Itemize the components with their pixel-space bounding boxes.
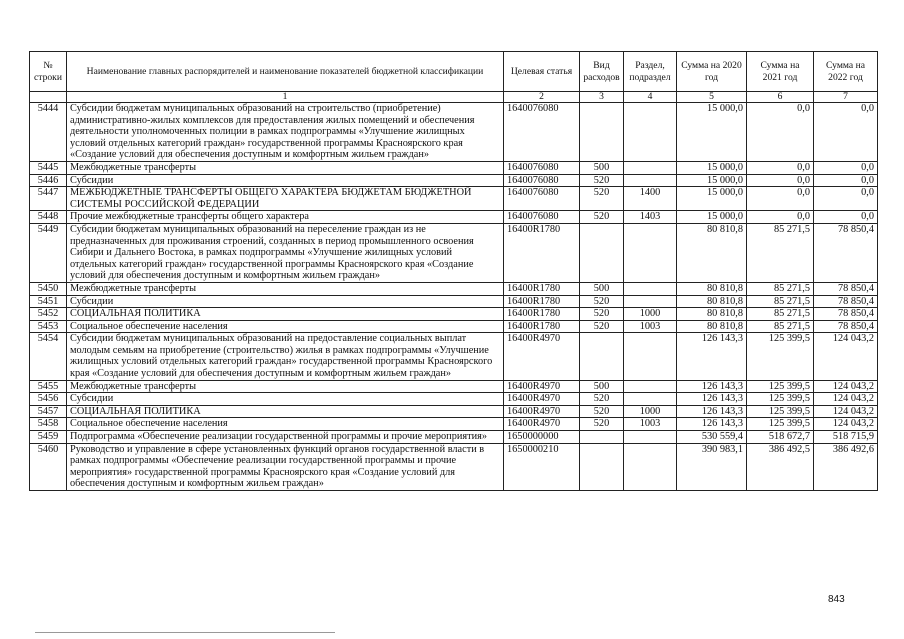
- row-sum-2020: 15 000,0: [677, 103, 747, 162]
- table-row: [30, 380, 878, 393]
- row-section: [624, 161, 677, 174]
- header-2021: Сумма на 2021 год: [747, 52, 814, 92]
- row-sum-2021: 0,0: [747, 174, 814, 187]
- table-row: [30, 320, 878, 333]
- row-expense-type: [580, 431, 624, 444]
- row-section: [624, 103, 677, 162]
- row-expense-type: [580, 103, 624, 162]
- header-row: [30, 52, 878, 92]
- row-number: 5447: [30, 187, 67, 211]
- header-name: Наименование главных распорядителей и наименование показателей бюджетной классификации: [67, 52, 504, 92]
- footer-line: [35, 632, 335, 633]
- row-sum-2022: 124 043,2: [814, 393, 878, 406]
- table-row: [30, 333, 878, 380]
- row-expense-type: 520: [580, 308, 624, 321]
- row-sum-2021: 0,0: [747, 103, 814, 162]
- row-sum-2022: 78 850,4: [814, 282, 878, 295]
- row-target-article: 1640076080: [504, 187, 580, 211]
- row-sum-2022: 124 043,2: [814, 380, 878, 393]
- row-sum-2020: 15 000,0: [677, 174, 747, 187]
- row-number: 5456: [30, 393, 67, 406]
- row-name: Межбюджетные трансферты: [67, 282, 504, 295]
- row-sum-2022: 518 715,9: [814, 431, 878, 444]
- row-sum-2021: 125 399,5: [747, 393, 814, 406]
- row-number: 5453: [30, 320, 67, 333]
- row-sum-2022: 0,0: [814, 174, 878, 187]
- row-target-article: 16400R4970: [504, 405, 580, 418]
- row-expense-type: [580, 223, 624, 282]
- row-sum-2022: 124 043,2: [814, 405, 878, 418]
- row-section: [624, 380, 677, 393]
- row-number: 5455: [30, 380, 67, 393]
- row-expense-type: 500: [580, 161, 624, 174]
- table-row: [30, 418, 878, 431]
- header-2022: Сумма на 2022 год: [814, 52, 878, 92]
- row-target-article: 16400R4970: [504, 418, 580, 431]
- row-section: [624, 443, 677, 490]
- row-expense-type: 520: [580, 295, 624, 308]
- row-name: Руководство и управление в сфере установленных функций органов государственной власти в рамках подпрограммы «Обеспечение реализации государственной программы и прочие мероприятия» государственной программы Красноярского края «Создание условий для обеспечения доступным и комфортным жильем граждан»: [67, 443, 504, 490]
- row-sum-2020: 126 143,3: [677, 380, 747, 393]
- row-target-article: 16400R1780: [504, 308, 580, 321]
- row-name: Субсидии: [67, 295, 504, 308]
- row-number: 5448: [30, 211, 67, 224]
- row-target-article: 1640076080: [504, 161, 580, 174]
- row-sum-2021: 85 271,5: [747, 320, 814, 333]
- row-sum-2021: 125 399,5: [747, 333, 814, 380]
- row-name: Субсидии бюджетам муниципальных образований на предоставление социальных выплат молодым семьям на приобретение (строительство) жилья в рамках подпрограммы «Улучшение жилищных условий отдельных категорий граждан» государственной программы Красноярского края «Создание условий для обеспечения доступным и комфортным жильем граждан»: [67, 333, 504, 380]
- row-number: 5457: [30, 405, 67, 418]
- row-number: 5445: [30, 161, 67, 174]
- row-number: 5446: [30, 174, 67, 187]
- row-section: [624, 282, 677, 295]
- row-name: Межбюджетные трансферты: [67, 380, 504, 393]
- row-sum-2022: 0,0: [814, 161, 878, 174]
- row-expense-type: [580, 333, 624, 380]
- header-section: Раздел, подраздел: [624, 52, 677, 92]
- row-target-article: 1640076080: [504, 211, 580, 224]
- row-section: [624, 223, 677, 282]
- row-name: Субсидии: [67, 174, 504, 187]
- row-section: 1000: [624, 405, 677, 418]
- row-number: 5444: [30, 103, 67, 162]
- row-sum-2022: 0,0: [814, 103, 878, 162]
- row-target-article: 1640076080: [504, 174, 580, 187]
- table-row: [30, 431, 878, 444]
- table-row: [30, 393, 878, 406]
- row-sum-2022: 386 492,6: [814, 443, 878, 490]
- page-number: 843: [828, 594, 845, 605]
- row-target-article: 16400R1780: [504, 295, 580, 308]
- row-expense-type: 520: [580, 187, 624, 211]
- row-target-article: 16400R4970: [504, 333, 580, 380]
- row-sum-2020: 80 810,8: [677, 223, 747, 282]
- row-target-article: 16400R1780: [504, 320, 580, 333]
- row-expense-type: 520: [580, 211, 624, 224]
- row-sum-2021: 85 271,5: [747, 223, 814, 282]
- row-sum-2020: 126 143,3: [677, 393, 747, 406]
- row-number: 5458: [30, 418, 67, 431]
- colnum-7: 7: [814, 92, 878, 103]
- colnum-1: 1: [67, 92, 504, 103]
- colnum-4: 4: [624, 92, 677, 103]
- row-sum-2022: 0,0: [814, 187, 878, 211]
- colnum-5: 5: [677, 92, 747, 103]
- table-row: [30, 223, 878, 282]
- colnum-2: 2: [504, 92, 580, 103]
- row-sum-2022: 78 850,4: [814, 308, 878, 321]
- row-section: [624, 393, 677, 406]
- table-row: [30, 443, 878, 490]
- colnum-3: 3: [580, 92, 624, 103]
- row-expense-type: 520: [580, 320, 624, 333]
- row-sum-2020: 530 559,4: [677, 431, 747, 444]
- row-number: 5459: [30, 431, 67, 444]
- row-sum-2022: 78 850,4: [814, 295, 878, 308]
- row-section: [624, 431, 677, 444]
- row-section: 1003: [624, 418, 677, 431]
- row-target-article: 1640076080: [504, 103, 580, 162]
- row-expense-type: [580, 443, 624, 490]
- table-row: [30, 211, 878, 224]
- row-sum-2022: 124 043,2: [814, 333, 878, 380]
- row-number: 5452: [30, 308, 67, 321]
- row-section: [624, 295, 677, 308]
- row-name: Субсидии бюджетам муниципальных образований на переселение граждан из не предназначенных для проживания строений, созданных в период промышленного освоения Сибири и Дальнего Востока, в рамках подпрограммы «Улучшение жилищных условий отдельных категорий граждан» государственной программы Красноярского края «Создание условий для обеспечения доступным и комфортным жильем граждан»: [67, 223, 504, 282]
- row-sum-2022: 78 850,4: [814, 320, 878, 333]
- row-sum-2020: 80 810,8: [677, 320, 747, 333]
- table-row: [30, 295, 878, 308]
- row-expense-type: 520: [580, 405, 624, 418]
- row-name: Прочие межбюджетные трансферты общего характера: [67, 211, 504, 224]
- row-expense-type: 520: [580, 418, 624, 431]
- row-sum-2022: 124 043,2: [814, 418, 878, 431]
- header-row-no: № строки: [30, 52, 67, 92]
- column-numbers-row: [30, 92, 878, 103]
- row-sum-2020: 126 143,3: [677, 405, 747, 418]
- row-number: 5450: [30, 282, 67, 295]
- row-section: 1403: [624, 211, 677, 224]
- row-sum-2021: 518 672,7: [747, 431, 814, 444]
- row-sum-2021: 85 271,5: [747, 308, 814, 321]
- row-expense-type: 520: [580, 174, 624, 187]
- row-sum-2021: 85 271,5: [747, 295, 814, 308]
- row-sum-2021: 125 399,5: [747, 380, 814, 393]
- table-row: [30, 405, 878, 418]
- row-number: 5454: [30, 333, 67, 380]
- row-sum-2020: 80 810,8: [677, 308, 747, 321]
- row-target-article: 16400R1780: [504, 282, 580, 295]
- row-target-article: 16400R4970: [504, 393, 580, 406]
- row-number: 5449: [30, 223, 67, 282]
- header-2020: Сумма на 2020 год: [677, 52, 747, 92]
- row-sum-2021: 0,0: [747, 211, 814, 224]
- row-section: 1003: [624, 320, 677, 333]
- row-sum-2020: 390 983,1: [677, 443, 747, 490]
- header-exp-type: Вид расходов: [580, 52, 624, 92]
- row-section: 1400: [624, 187, 677, 211]
- row-name: Подпрограмма «Обеспечение реализации государственной программы и прочие мероприятия»: [67, 431, 504, 444]
- table-row: [30, 308, 878, 321]
- row-name: Социальное обеспечение населения: [67, 320, 504, 333]
- table-body: [30, 103, 878, 491]
- row-sum-2020: 126 143,3: [677, 418, 747, 431]
- row-number: 5460: [30, 443, 67, 490]
- table-row: [30, 282, 878, 295]
- row-sum-2020: 80 810,8: [677, 282, 747, 295]
- row-name: СОЦИАЛЬНАЯ ПОЛИТИКА: [67, 405, 504, 418]
- row-sum-2022: 0,0: [814, 211, 878, 224]
- colnum-0: [30, 92, 67, 103]
- table-row: [30, 161, 878, 174]
- row-target-article: 1650000210: [504, 443, 580, 490]
- table-row: [30, 187, 878, 211]
- row-target-article: 16400R4970: [504, 380, 580, 393]
- row-section: 1000: [624, 308, 677, 321]
- row-expense-type: 500: [580, 282, 624, 295]
- row-sum-2021: 125 399,5: [747, 405, 814, 418]
- row-name: Межбюджетные трансферты: [67, 161, 504, 174]
- table-row: [30, 103, 878, 162]
- row-sum-2020: 15 000,0: [677, 187, 747, 211]
- header-target: Целевая статья: [504, 52, 580, 92]
- row-target-article: 1650000000: [504, 431, 580, 444]
- row-sum-2020: 15 000,0: [677, 211, 747, 224]
- row-name: МЕЖБЮДЖЕТНЫЕ ТРАНСФЕРТЫ ОБЩЕГО ХАРАКТЕРА БЮДЖЕТАМ БЮДЖЕТНОЙ СИСТЕМЫ РОССИЙСКОЙ ФЕДЕРАЦИИ: [67, 187, 504, 211]
- row-sum-2021: 0,0: [747, 161, 814, 174]
- row-section: [624, 333, 677, 380]
- row-section: [624, 174, 677, 187]
- row-name: Субсидии бюджетам муниципальных образований на строительство (приобретение) административно-жилых комплексов для предоставления жилых помещений и обеспечения деятельности уполномоченных полиции в рамках подпрограммы «Улучшение жилищных условий отдельных категорий граждан» государственной программы Красноярского края «Создание условий для обеспечения доступным и комфортным жильем граждан»: [67, 103, 504, 162]
- row-sum-2021: 0,0: [747, 187, 814, 211]
- row-expense-type: 500: [580, 380, 624, 393]
- row-sum-2020: 15 000,0: [677, 161, 747, 174]
- row-number: 5451: [30, 295, 67, 308]
- budget-table: [29, 51, 878, 491]
- row-target-article: 16400R1780: [504, 223, 580, 282]
- row-sum-2021: 85 271,5: [747, 282, 814, 295]
- table-row: [30, 174, 878, 187]
- row-sum-2021: 386 492,5: [747, 443, 814, 490]
- row-name: СОЦИАЛЬНАЯ ПОЛИТИКА: [67, 308, 504, 321]
- row-name: Социальное обеспечение населения: [67, 418, 504, 431]
- row-sum-2020: 80 810,8: [677, 295, 747, 308]
- row-expense-type: 520: [580, 393, 624, 406]
- colnum-6: 6: [747, 92, 814, 103]
- row-sum-2022: 78 850,4: [814, 223, 878, 282]
- row-sum-2020: 126 143,3: [677, 333, 747, 380]
- row-sum-2021: 125 399,5: [747, 418, 814, 431]
- row-name: Субсидии: [67, 393, 504, 406]
